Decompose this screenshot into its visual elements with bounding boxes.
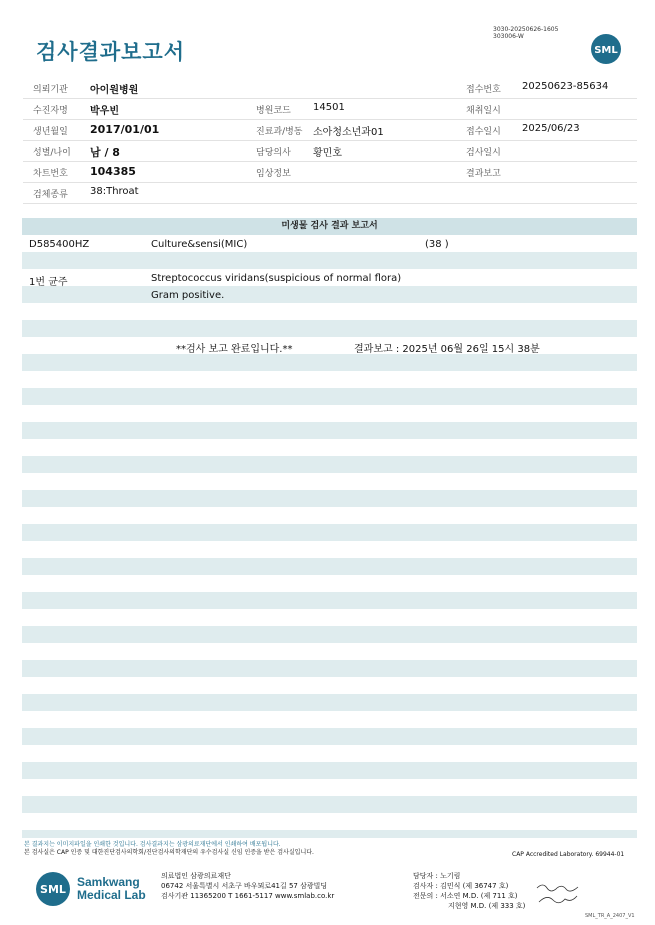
test-code: D585400HZ [29, 239, 90, 250]
document-id-line1: 3030-20250626-1605 [493, 26, 559, 33]
logo-text: SML [594, 45, 618, 56]
doctor-label: 담당의사 [256, 148, 291, 158]
footer-address [161, 871, 334, 901]
hospital-code-value: 14501 [313, 102, 345, 113]
brand-line2: Medical Lab [77, 888, 146, 902]
row-stripe [22, 830, 637, 838]
logo-text: SML [40, 883, 66, 896]
staff-line: 담당자 : 노기림 [413, 872, 461, 880]
doctor-value: 황민호 [313, 148, 342, 159]
chart-value: 104385 [90, 165, 136, 178]
address-line: 06742 서울특별시 서초구 바우뫼로41길 57 삼광빌딩 [161, 882, 328, 890]
sex-age-value: 남 / 8 [90, 146, 120, 159]
report-label: 결과보고 [466, 169, 501, 179]
row-stripe [22, 796, 637, 813]
test-name: Culture&sensi(MIC) [151, 239, 248, 250]
organism-label: 1번 균주 [29, 277, 68, 288]
staff-line: 전문의 : 서소연 M.D. (제 711 호) [413, 892, 518, 900]
receipt-date-label: 접수일시 [466, 127, 501, 137]
gram-value: Gram positive. [151, 290, 225, 301]
address-line: 의료법인 삼광의료재단 [161, 872, 231, 880]
row-stripe [22, 354, 637, 371]
document-id-line2: 303006-W [493, 33, 524, 40]
specimen-label: 검체종류 [33, 190, 68, 200]
report-time: 결과보고 : 2025년 06월 26일 15시 38분 [354, 344, 540, 355]
row-stripe [22, 286, 637, 303]
brand-line1: Samkwang [77, 875, 140, 889]
patient-label: 수진자명 [33, 106, 68, 116]
row-stripe [22, 762, 637, 779]
birth-value: 2017/01/01 [90, 123, 160, 136]
row-stripe [22, 388, 637, 405]
receipt-date-value: 2025/06/23 [522, 123, 580, 134]
row-stripe [22, 320, 637, 337]
dept-value: 소아청소년과01 [313, 127, 384, 138]
signature-icon [535, 880, 590, 912]
row-stripe [22, 592, 637, 609]
info-row [23, 141, 637, 162]
row-stripe [22, 626, 637, 643]
report-complete: **검사 보고 완료입니다.** [176, 344, 293, 355]
row-stripe [22, 694, 637, 711]
footer-note-print: 본 결과지는 이미지파일을 인쇄한 것입니다. 검사결과지는 삼광의료재단에서 인쇄하여 배포됩니다. [24, 841, 281, 848]
form-code: SML_TR_A_2407_V1 [585, 913, 635, 919]
row-stripe [22, 660, 637, 677]
row-stripe [22, 728, 637, 745]
clinical-label: 임상정보 [256, 169, 291, 179]
sml-logo-icon [590, 33, 622, 65]
test-number: (38 ) [425, 239, 449, 250]
dept-label: 진료과/병동 [256, 127, 303, 137]
info-row [23, 78, 637, 99]
birth-label: 생년월일 [33, 127, 68, 137]
patient-value: 박우빈 [90, 106, 119, 117]
results-header: 미생물 검사 결과 보고서 [22, 218, 637, 235]
hospital-label: 의뢰기관 [33, 85, 68, 95]
document-id [493, 26, 558, 40]
info-row [23, 99, 637, 120]
cap-accreditation: CAP Accredited Laboratory. 69944-01 [512, 851, 625, 858]
row-stripe [22, 456, 637, 473]
address-line: 검사기관 11365200 T 1661-5117 www.smlab.co.kr [161, 892, 335, 900]
row-stripe [22, 558, 637, 575]
footer-staff [413, 871, 525, 911]
specimen-value: 38:Throat [90, 186, 139, 197]
hospital-code-label: 병원코드 [256, 106, 291, 116]
hospital-value: 아이원병원 [90, 85, 139, 96]
receipt-no-label: 접수번호 [466, 85, 501, 95]
footer-notes [24, 841, 314, 857]
organism-value: Streptococcus viridans(suspicious of normal flora) [151, 273, 402, 284]
info-row [23, 183, 637, 204]
collect-date-label: 채취일시 [466, 106, 501, 116]
footer-logo [35, 871, 146, 907]
test-date-label: 검사일시 [466, 148, 501, 158]
sml-logo-icon [35, 871, 71, 907]
staff-line: 검사자 : 김민식 (제 36747 호) [413, 882, 509, 890]
page-title: 검사결과보고서 [36, 40, 186, 64]
info-row [23, 162, 637, 183]
row-stripe [22, 422, 637, 439]
chart-label: 차트번호 [33, 169, 68, 179]
footer-note-cert: 본 검사실은 CAP 인증 및 대한진단검사의학회/진단검사의학재단의 우수검사실 신임 인증을 받은 검사실입니다. [24, 849, 314, 856]
row-stripe [22, 252, 637, 269]
receipt-no-value: 20250623-85634 [522, 81, 609, 92]
sex-age-label: 성별/나이 [33, 148, 71, 158]
staff-line: 지현영 M.D. (제 333 호) [448, 902, 526, 910]
row-stripe [22, 524, 637, 541]
row-stripe [22, 490, 637, 507]
info-row [23, 120, 637, 141]
